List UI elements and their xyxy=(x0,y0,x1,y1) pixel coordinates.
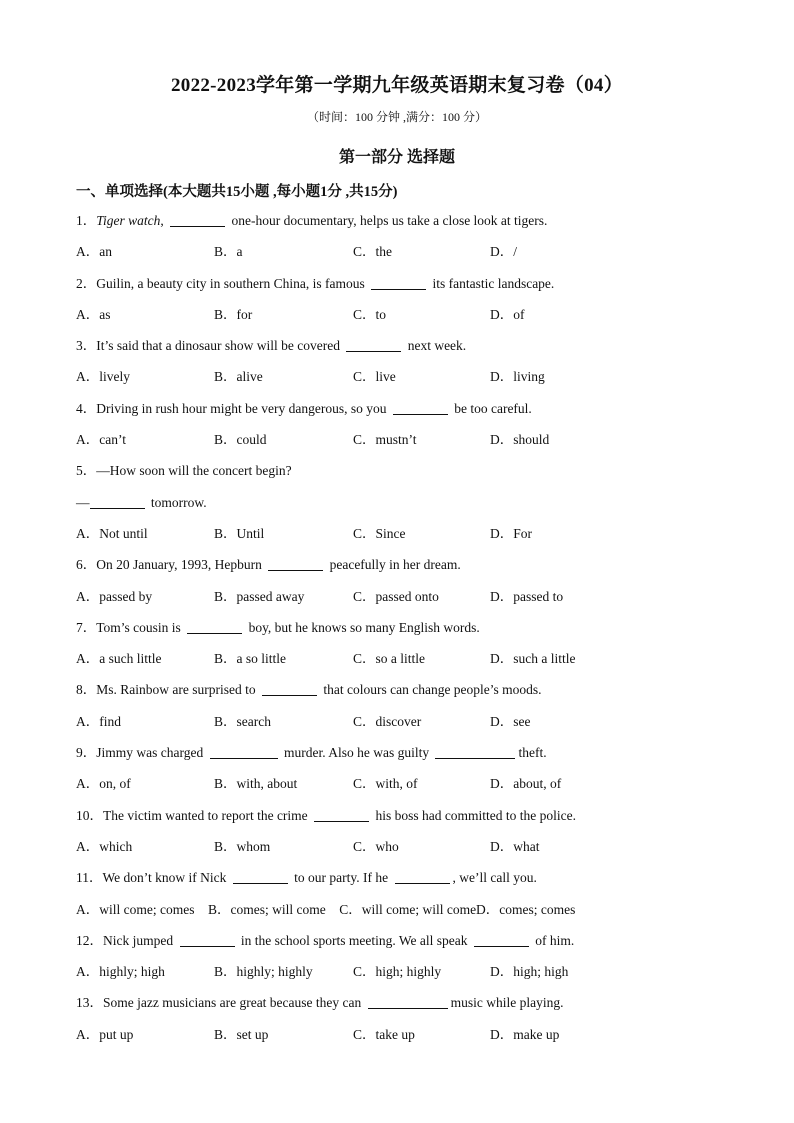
question-8-options xyxy=(76,710,756,741)
option-c: C．mustn’t xyxy=(353,432,417,448)
question-11-options xyxy=(76,898,756,929)
question-7-options xyxy=(76,647,756,678)
option-d: D．what xyxy=(490,838,540,854)
option-d: D．make up xyxy=(490,1026,560,1042)
option-c: C．to xyxy=(353,306,387,322)
option-b: B．set up xyxy=(214,1026,269,1042)
question-2-stem: 2．Guilin, a beauty city in southern China, is famous its fantastic landscape. xyxy=(76,272,756,303)
answer-blank xyxy=(368,992,448,1009)
option-a: A．a such little xyxy=(76,651,162,667)
answer-blank xyxy=(233,867,288,884)
part-title: 第一部分 选择题 xyxy=(338,149,455,166)
answer-blank xyxy=(346,335,401,352)
option-b: B．with, about xyxy=(214,776,298,792)
question-4-stem: 4．Driving in rush hour might be very dangerous, so you be too careful. xyxy=(76,397,756,428)
option-d: D．about, of xyxy=(490,776,562,792)
option-d: D．living xyxy=(490,369,545,385)
exam-title: 2022-2023学年第一学期九年级英语期末复习卷（04） xyxy=(170,75,624,96)
option-c: C．the xyxy=(353,244,392,260)
question-9-stem: 9．Jimmy was charged murder. Also he was guilty theft. xyxy=(76,741,756,772)
option-d: D．high; high xyxy=(490,964,569,980)
exam-subtitle: （时间：100 分钟 ,满分：100 分） xyxy=(306,110,487,124)
options-inline: A．will come; comes B．comes; will come C．will come; will comeD．comes; comes xyxy=(76,901,576,917)
option-c: C．so a little xyxy=(353,651,425,667)
option-b: B．Until xyxy=(214,525,265,541)
question-9-options xyxy=(76,772,756,803)
option-b: B．for xyxy=(214,306,253,322)
option-b: B．a so little xyxy=(214,651,286,667)
question-3-options xyxy=(76,365,756,396)
answer-blank xyxy=(371,273,426,290)
option-a: A．lively xyxy=(76,369,130,385)
option-d: D．For xyxy=(490,525,533,541)
question-6-options xyxy=(76,585,756,616)
question-3-stem: 3．It’s said that a dinosaur show will be covered next week. xyxy=(76,334,756,365)
option-c: C．passed onto xyxy=(353,588,439,604)
question-13-options xyxy=(76,1023,756,1054)
answer-blank xyxy=(435,742,515,759)
question-13-stem: 13．Some jazz musicians are great because they can music while playing. xyxy=(76,991,756,1022)
question-5-options xyxy=(76,522,756,553)
question-list xyxy=(76,209,756,1054)
option-b: B．highly; highly xyxy=(214,964,313,980)
answer-blank xyxy=(262,679,317,696)
option-d: D．see xyxy=(490,713,531,729)
question-8-stem: 8．Ms. Rainbow are surprised to that colours can change people’s moods. xyxy=(76,678,756,709)
option-b: B．whom xyxy=(214,838,271,854)
answer-blank xyxy=(187,617,242,634)
option-d: D．of xyxy=(490,306,525,322)
option-a: A．an xyxy=(76,244,112,260)
option-b: B．alive xyxy=(214,369,263,385)
option-c: C．live xyxy=(353,369,396,385)
option-a: A．passed by xyxy=(76,588,153,604)
option-d: D．should xyxy=(490,432,550,448)
question-11-stem: 11．We don’t know if Nick to our party. If he , we’ll call you. xyxy=(76,866,756,897)
option-a: A．which xyxy=(76,838,133,854)
question-6-stem: 6．On 20 January, 1993, Hepburn peacefully in her dream. xyxy=(76,553,756,584)
option-d: D．/ xyxy=(490,244,517,260)
question-2-options xyxy=(76,303,756,334)
option-b: B．a xyxy=(214,244,243,260)
question-1-options xyxy=(76,240,756,271)
option-a: A．Not until xyxy=(76,525,148,541)
answer-blank xyxy=(395,867,450,884)
option-a: A．on, of xyxy=(76,776,131,792)
option-d: D．passed to xyxy=(490,588,564,604)
option-b: B．search xyxy=(214,713,271,729)
option-a: A．can’t xyxy=(76,432,126,448)
option-a: A．as xyxy=(76,306,111,322)
option-d: D．such a little xyxy=(490,651,576,667)
option-c: C．who xyxy=(353,838,399,854)
answer-blank xyxy=(180,930,235,947)
question-10-options xyxy=(76,835,756,866)
option-c: C．Since xyxy=(353,525,406,541)
option-a: A．put up xyxy=(76,1026,134,1042)
option-b: B．passed away xyxy=(214,588,305,604)
question-10-stem: 10．The victim wanted to report the crime his boss had committed to the police. xyxy=(76,804,756,835)
answer-blank xyxy=(268,554,323,571)
question-4-options xyxy=(76,428,756,459)
answer-blank xyxy=(474,930,529,947)
question-5-reply: — tomorrow. xyxy=(76,491,756,522)
option-a: A．highly; high xyxy=(76,964,165,980)
option-c: C．take up xyxy=(353,1026,415,1042)
question-1-stem: 1．Tiger watch, one-hour documentary, helps us take a close look at tigers. xyxy=(76,209,756,240)
question-7-stem: 7．Tom’s cousin is boy, but he knows so many English words. xyxy=(76,616,756,647)
option-c: C．with, of xyxy=(353,776,418,792)
answer-blank xyxy=(314,805,369,822)
question-5-stem: 5．—How soon will the concert begin? xyxy=(76,463,292,479)
answer-blank xyxy=(170,210,225,227)
option-c: C．discover xyxy=(353,713,422,729)
option-b: B．could xyxy=(214,432,267,448)
answer-blank xyxy=(90,492,145,509)
section-title: 一、单项选择(本大题共15小题 ,每小题1分 ,共15分) xyxy=(76,184,398,200)
answer-blank xyxy=(393,398,448,415)
question-12-options xyxy=(76,960,756,991)
answer-blank xyxy=(210,742,278,759)
question-12-stem: 12．Nick jumped in the school sports meeting. We all speak of him. xyxy=(76,929,756,960)
option-a: A．find xyxy=(76,713,121,729)
option-c: C．high; highly xyxy=(353,964,442,980)
